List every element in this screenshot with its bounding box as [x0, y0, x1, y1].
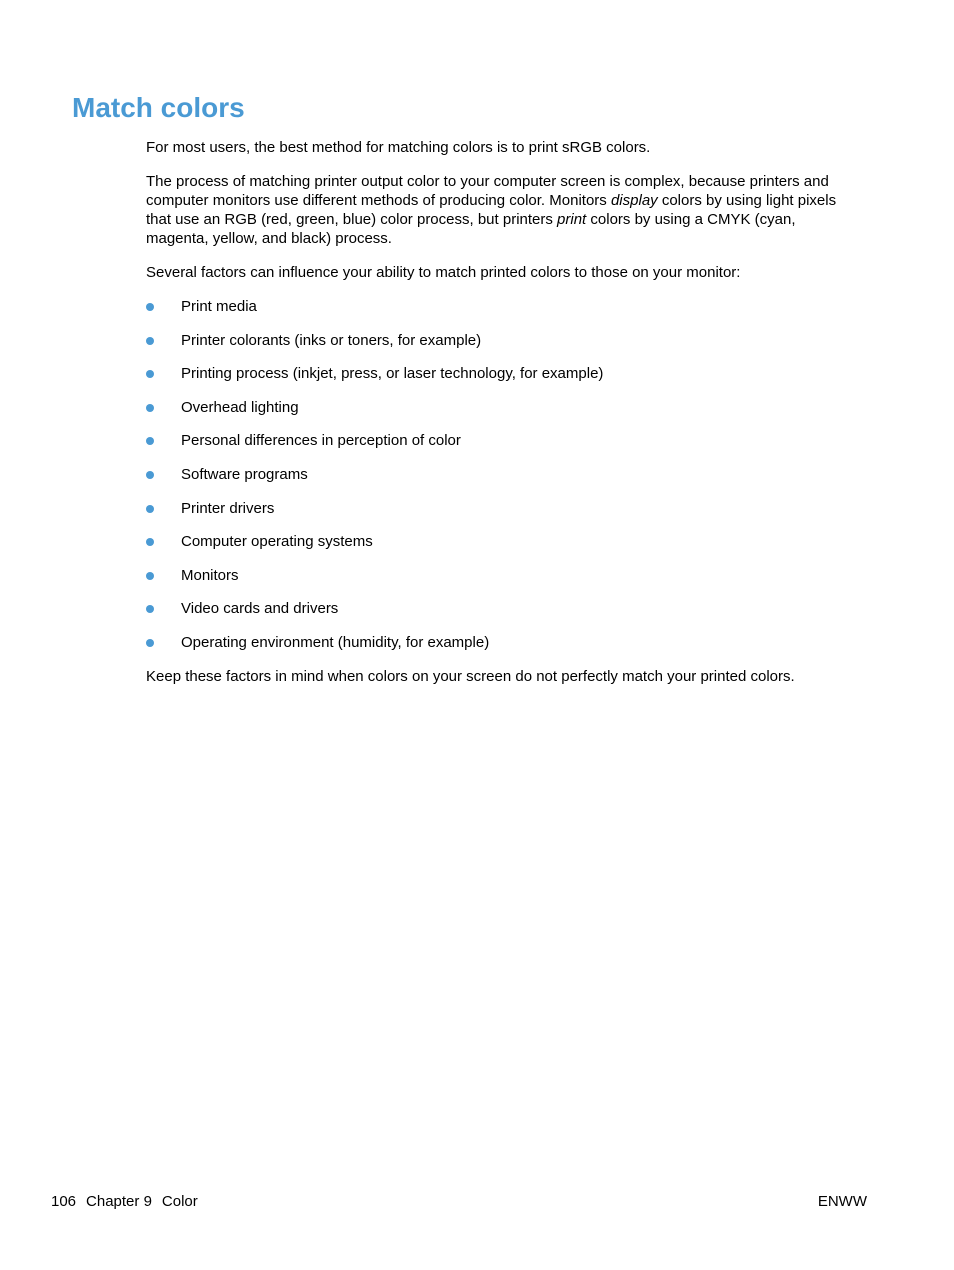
page-number: 106: [51, 1193, 77, 1210]
bullet-icon: [146, 639, 154, 647]
process-text-part2: colors by using light pixels that use an RGB (red, green, blue) color process, but printers: [146, 192, 837, 228]
list-item-text: Software programs: [181, 465, 308, 483]
list-item-text: Print media: [181, 298, 257, 315]
page-content: [146, 138, 856, 701]
list-item: [146, 465, 856, 484]
page-title: Match colors: [72, 92, 245, 123]
list-item-text: Computer operating systems: [181, 533, 373, 551]
factors-list: [146, 297, 856, 652]
footer-left: [51, 1192, 198, 1211]
list-item: [146, 431, 856, 450]
list-item: [146, 297, 856, 316]
bullet-icon: [146, 605, 154, 613]
bullet-icon: [146, 505, 154, 513]
bullet-icon: [146, 538, 154, 546]
list-item-text: Printing process (inkjet, press, or laser technology, for example): [181, 365, 604, 383]
list-item: [146, 633, 856, 652]
process-paragraph: [146, 172, 856, 248]
list-item-text: Personal differences in perception of color: [181, 432, 461, 450]
chapter-title: Color: [161, 1193, 198, 1210]
list-item-text: Overhead lighting: [181, 398, 299, 416]
factors-intro-paragraph: Several factors can influence your ability to match printed colors to those on your monitor:: [146, 264, 741, 281]
list-item: [146, 364, 856, 383]
bullet-icon: [146, 303, 154, 311]
footer-locale: ENWW: [817, 1193, 867, 1210]
chapter-label: Chapter 9: [86, 1193, 152, 1210]
process-text-part3: colors by using a CMYK (cyan, magenta, yellow, and black) process.: [146, 211, 796, 247]
list-item-text: Operating environment (humidity, for example): [181, 633, 490, 651]
closing-paragraph: Keep these factors in mind when colors on your screen do not perfectly match your printed colors.: [146, 667, 795, 685]
bullet-icon: [146, 337, 154, 345]
list-item: [146, 532, 856, 551]
list-item: [146, 566, 856, 585]
print-emphasis: print: [557, 211, 587, 228]
bullet-icon: [146, 370, 154, 378]
list-item: [146, 599, 856, 618]
bullet-icon: [146, 437, 154, 445]
process-text-part1: The process of matching printer output color to your computer screen is complex, because printers and computer monitors use different methods of producing color. Monitors: [146, 173, 829, 209]
bullet-icon: [146, 404, 154, 412]
list-item: [146, 398, 856, 417]
list-item-text: Video cards and drivers: [181, 600, 339, 618]
list-item-text: Monitors: [181, 566, 239, 584]
list-item-text: Printer colorants (inks or toners, for example): [181, 331, 482, 349]
bullet-icon: [146, 572, 154, 580]
list-item: [146, 499, 856, 518]
intro-paragraph: For most users, the best method for matching colors is to print sRGB colors.: [146, 139, 651, 156]
display-emphasis: display: [610, 192, 658, 209]
list-item: [146, 331, 856, 350]
list-item-text: Printer drivers: [181, 499, 275, 517]
bullet-icon: [146, 471, 154, 479]
